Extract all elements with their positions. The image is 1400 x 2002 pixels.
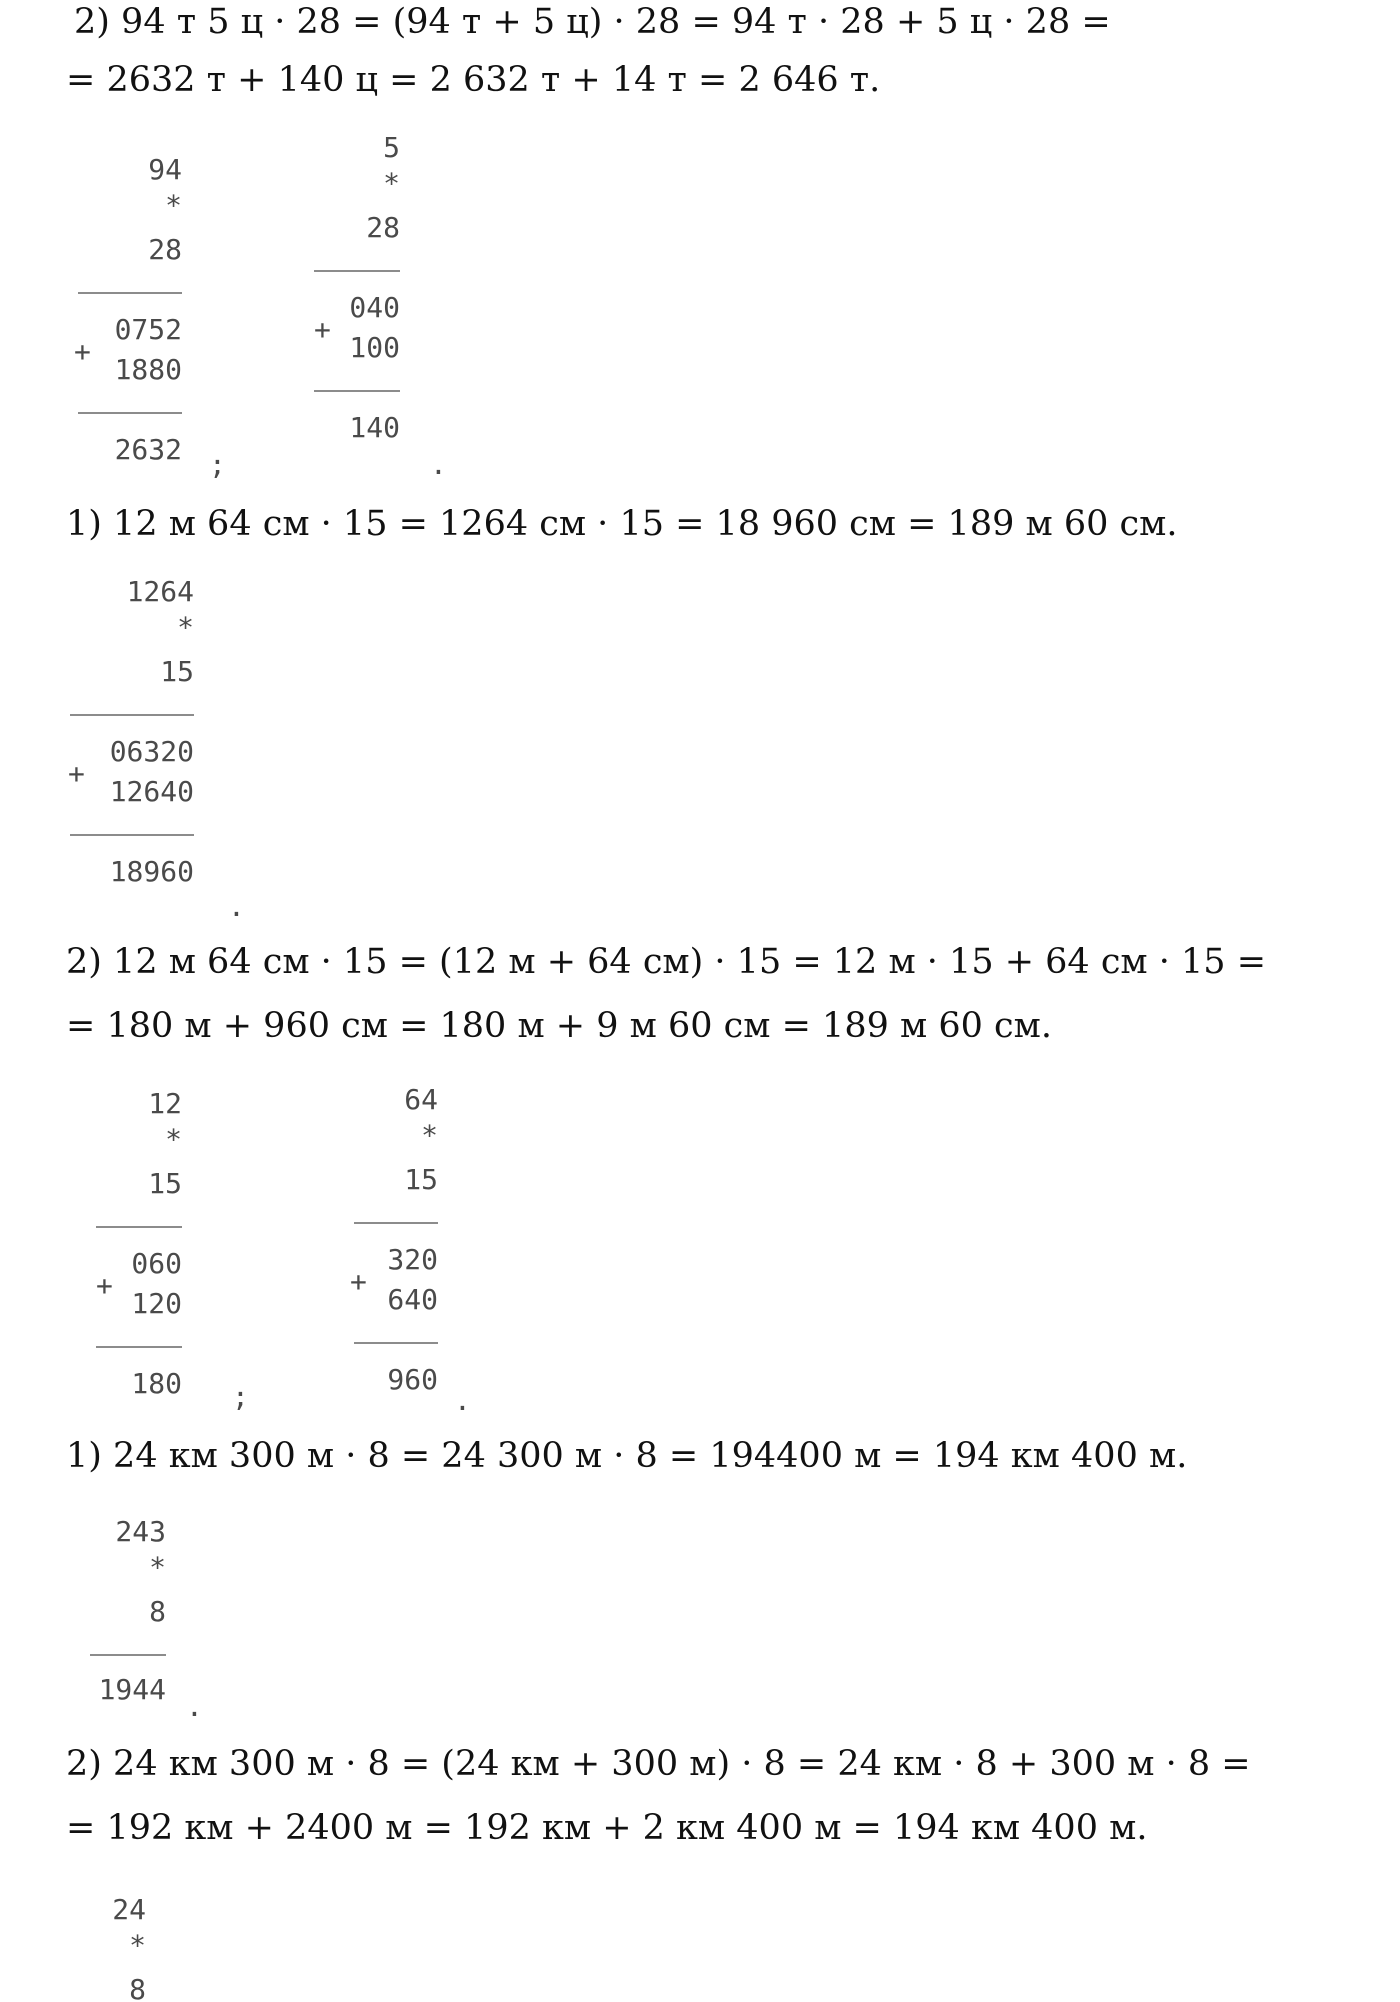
plus-sign: +	[74, 335, 91, 368]
partial-product: 640	[387, 1283, 438, 1316]
divider-line	[96, 1226, 182, 1228]
divider-line	[78, 412, 182, 414]
partial-product: 0752	[114, 313, 182, 346]
multiplier: 15	[404, 1163, 438, 1196]
equation-line: 2) 24 км 300 м · 8 = (24 км + 300 м) · 8 = 24 км · 8 + 300 м · 8 =	[66, 1744, 1251, 1784]
divider-line	[354, 1222, 438, 1224]
product: 1944	[98, 1673, 166, 1706]
equation-line: 1) 12 м 64 см · 15 = 1264 см · 15 = 18 960 см = 189 м 60 см.	[66, 504, 1178, 544]
period: .	[430, 448, 447, 481]
equation-line: 1) 24 км 300 м · 8 = 24 300 м · 8 = 194400 м = 194 км 400 м.	[66, 1436, 1188, 1476]
partial-product: 100	[349, 331, 400, 364]
partial-product: 06320	[109, 735, 194, 768]
period: .	[228, 890, 245, 923]
multiplier: 15	[160, 655, 194, 688]
multiplicand: 243	[115, 1515, 166, 1548]
equation-line: 2) 94 т 5 ц · 28 = (94 т + 5 ц) · 28 = 94 т · 28 + 5 ц · 28 =	[74, 2, 1111, 42]
partial-product: 1880	[114, 353, 182, 386]
plus-sign: +	[350, 1265, 367, 1298]
operator: *	[421, 1119, 438, 1152]
period: .	[454, 1384, 471, 1417]
divider-line	[70, 714, 194, 716]
period: .	[186, 1690, 203, 1723]
equation-line: = 192 км + 2400 м = 192 км + 2 км 400 м = 194 км 400 м.	[66, 1808, 1148, 1848]
semicolon: ;	[209, 448, 226, 481]
operator: *	[165, 189, 182, 222]
operator: *	[383, 167, 400, 200]
equation-line: 2) 12 м 64 см · 15 = (12 м + 64 см) · 15 = 12 м · 15 + 64 см · 15 =	[66, 942, 1267, 982]
column-multiplication	[70, 150, 182, 470]
operator: *	[177, 611, 194, 644]
multiplicand: 64	[404, 1083, 438, 1116]
operator: *	[149, 1551, 166, 1584]
semicolon: ;	[232, 1380, 249, 1413]
divider-line	[96, 1346, 182, 1348]
product: 960	[387, 1363, 438, 1396]
multiplicand: 1264	[126, 575, 194, 608]
divider-line	[70, 834, 194, 836]
divider-line	[78, 292, 182, 294]
multiplier: 28	[366, 211, 400, 244]
column-multiplication	[88, 1512, 166, 1712]
product: 2632	[114, 433, 182, 466]
multiplicand: 94	[148, 153, 182, 186]
partial-product: 040	[349, 291, 400, 324]
product: 180	[131, 1367, 182, 1400]
partial-product: 060	[131, 1247, 182, 1280]
column-multiplication	[92, 1084, 182, 1404]
partial-product: 320	[387, 1243, 438, 1276]
column-multiplication	[66, 572, 194, 902]
divider-line	[354, 1342, 438, 1344]
column-multiplication	[348, 1080, 438, 1404]
multiplier: 8	[129, 1973, 146, 2002]
product: 18960	[109, 855, 194, 888]
plus-sign: +	[68, 757, 85, 790]
multiplier: 15	[148, 1167, 182, 1200]
divider-line	[314, 390, 400, 392]
operator: *	[129, 1929, 146, 1962]
multiplier: 28	[148, 233, 182, 266]
partial-product: 120	[131, 1287, 182, 1320]
multiplier: 8	[149, 1595, 166, 1628]
multiplicand: 5	[383, 131, 400, 164]
plus-sign: +	[96, 1269, 113, 1302]
column-multiplication	[306, 128, 400, 458]
divider-line	[90, 1654, 166, 1656]
equation-line: = 180 м + 960 см = 180 м + 9 м 60 см = 189 м 60 см.	[66, 1006, 1052, 1046]
operator: *	[165, 1123, 182, 1156]
multiplicand: 24	[112, 1893, 146, 1926]
product: 140	[349, 411, 400, 444]
plus-sign: +	[314, 313, 331, 346]
divider-line	[314, 270, 400, 272]
partial-product: 12640	[109, 775, 194, 808]
multiplicand: 12	[148, 1087, 182, 1120]
column-multiplication	[100, 1890, 146, 2002]
equation-line: = 2632 т + 140 ц = 2 632 т + 14 т = 2 646 т.	[66, 60, 881, 100]
